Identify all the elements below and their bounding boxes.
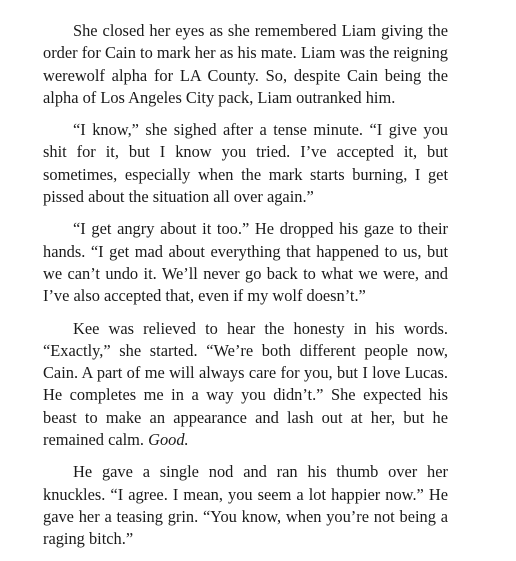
paragraph-4 <box>43 318 448 452</box>
paragraph-2-text: “I know,” she sighed after a tense minute. “I give you shit for it, but I know you tried. I’ve accepted it, but sometimes, especially when the mark starts burning, I get pissed about the situation all over again.” <box>43 120 448 207</box>
paragraph-2 <box>43 119 448 208</box>
paragraph-4-italic-word: Good. <box>148 430 189 450</box>
paragraph-1-text: She closed her eyes as she remembered Liam giving the order for Cain to mark her as his mate. Liam was the reigning werewolf alpha for LA County. So, despite Cain being the alpha of Los Angeles City pack, Liam outranked him. <box>43 21 448 107</box>
document-page <box>43 20 448 561</box>
paragraph-5-text: He gave a single nod and ran his thumb over her knuckles. “I agree. I mean, you seem a lot happier now.” He gave her a teasing grin. “You know, when you’re not being a raging bitch.” <box>43 462 448 549</box>
paragraph-3-text: “I get angry about it too.” He dropped his gaze to their hands. “I get mad about everything that happened to us, but we can’t undo it. We’ll never go back to what we were, and I’ve also accepted that, even if my wolf doesn’t.” <box>43 219 448 306</box>
paragraph-5 <box>43 461 448 550</box>
paragraph-4-text: Kee was relieved to hear the honesty in his words. “Exactly,” she started. “We’re both different people now, Cain. A part of me will always care for you, but I love Lucas. He completes me in a way you didn’t.” She expected his beast to make an appearance and lash out at her, but he remained calm. <box>43 318 448 450</box>
paragraph-1 <box>43 20 448 109</box>
paragraph-3 <box>43 218 448 307</box>
